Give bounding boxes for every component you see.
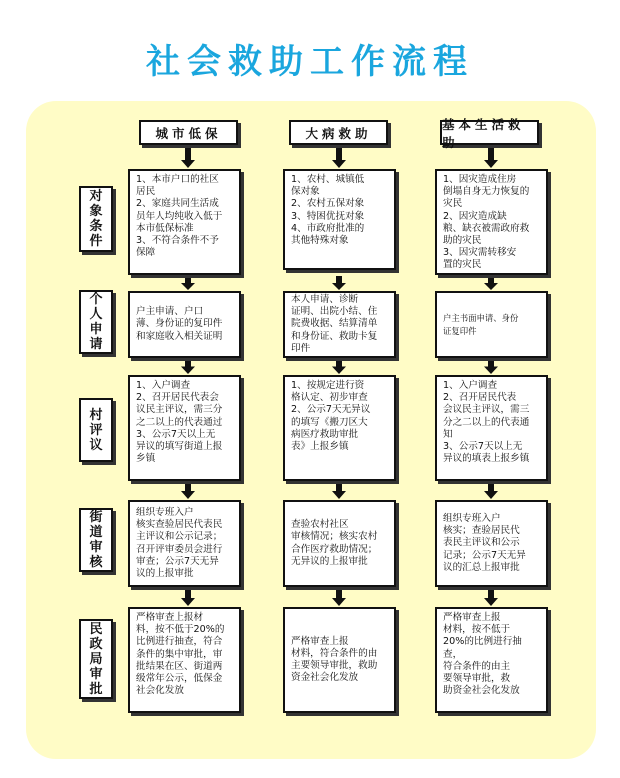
cell-illness-approval <box>283 607 396 713</box>
flow-arrow-col1-step2 <box>181 276 195 290</box>
flow-arrow-col2-step1 <box>332 146 346 168</box>
cell-urban-street-audit-text: 组织专班入户 核实查验居民代表民 主评议和公示记录； 召开评审委员会进行 审查；公示7天无异 议的上报审批 <box>136 506 223 579</box>
flow-arrow-col1-step4 <box>181 482 195 499</box>
flow-arrow-col2-step2 <box>332 276 346 290</box>
flow-arrow-col1-step1 <box>181 146 195 168</box>
cell-illness-street-audit <box>283 500 396 587</box>
cell-living-street-audit-text: 组织专班入户 核实；查验居民代 表民主评议和公示 记录；公示7天无异 议的汇总上报审批 <box>443 512 526 573</box>
column-header-basic-living: 基本生活救助 <box>440 120 539 145</box>
step-label-civil-affairs-approval: 民 政 局 审 批 <box>79 619 113 699</box>
cell-urban-approval: 严格审查上报材 料，按不低于20%的 比例进行抽查，符合 条件的集中审批，审 批结果在区、街道两 级常年公示，低保金 社会化发放 <box>128 607 241 713</box>
cell-urban-eligibility: 1、本市户口的社区 居民 2、家庭共同生活成 员年人均纯收入低于 本市低保标准 3、不符合条件不予 保障 <box>128 169 241 275</box>
cell-living-approval: 严格审查上报 材料，按不低于 20%的比例进行抽查， 符合条件的由主 要领导审批，救 助资金社会化发放 <box>435 607 548 713</box>
flow-arrow-col2-step4 <box>332 482 346 499</box>
cell-living-application <box>435 291 548 358</box>
column-header-major-illness: 大病救助 <box>289 120 388 145</box>
flow-arrow-col1-step3 <box>181 359 195 374</box>
cell-living-village-review: 1、入户调查 2、召开居民代表 会议民主评议，需三 分之二以上的代表通 知 3、公示7天以上无 异议的填表上报乡镇 <box>435 375 548 481</box>
cell-urban-application <box>128 291 241 358</box>
flow-arrow-col3-step4 <box>484 482 498 499</box>
cell-illness-eligibility: 1、农村、城镇低 保对象 2、农村五保对象 3、特困优抚对象 4、市政府批准的 其他特殊对象 <box>283 169 396 270</box>
cell-living-street-audit <box>435 500 548 587</box>
cell-illness-street-audit-text: 查验农村社区 审核情况；核实农村 合作医疗救助情况； 无异议的上报审批 <box>291 519 378 567</box>
flow-arrow-col3-step5 <box>484 588 498 606</box>
flow-arrow-col3-step2 <box>484 276 498 290</box>
step-label-application: 个 人 申 请 <box>79 290 113 354</box>
cell-urban-street-audit <box>128 500 241 587</box>
cell-living-application-text: 户主书面申请、身份 证复印件 <box>443 313 519 336</box>
cell-urban-village-review: 1、入户调查 2、召开居民代表会 议民主评议，需三分 之二以上的代表通过 3、公示7天以上无 异议的填写街道上报 乡镇 <box>128 375 241 481</box>
flow-arrow-col2-step5 <box>332 588 346 606</box>
page-title: 社会救助工作流程 <box>146 42 474 82</box>
cell-illness-application <box>283 291 396 358</box>
column-header-urban-subsistence: 城市低保 <box>139 120 238 145</box>
flow-arrow-col3-step3 <box>484 359 498 374</box>
cell-illness-application-text: 本人申请、诊断 证明、出院小结、住 院费收据、结算清单 和身份证、救助卡复 印件 <box>291 294 378 354</box>
step-label-village-review: 村 评 议 <box>79 398 113 462</box>
flow-arrow-col2-step3 <box>332 359 346 374</box>
cell-living-eligibility: 1、因灾造成住房 倒塌自身无力恢复的 灾民 2、因灾造成缺 粮、缺衣被需政府救 助的灾民 3、因灾需转移安 置的灾民 <box>435 169 548 275</box>
flow-arrow-col1-step5 <box>181 588 195 606</box>
step-label-street-audit: 街 道 审 核 <box>79 508 113 572</box>
cell-illness-approval-text: 严格审查上报 材料，符合条件的由 主要领导审批，救助 资金社会化发放 <box>291 635 378 684</box>
cell-urban-application-text: 户主申请、户口 薄、身份证的复印件 和家庭收入相关证明 <box>136 306 223 342</box>
cell-illness-village-review: 1、按规定进行资 格认定、初步审查 2、公示7天无异议 的填写《搬刀区大 病医疗救助审批 表》上报乡镇 <box>283 375 396 481</box>
step-label-eligibility: 对 象 条 件 <box>79 186 113 252</box>
